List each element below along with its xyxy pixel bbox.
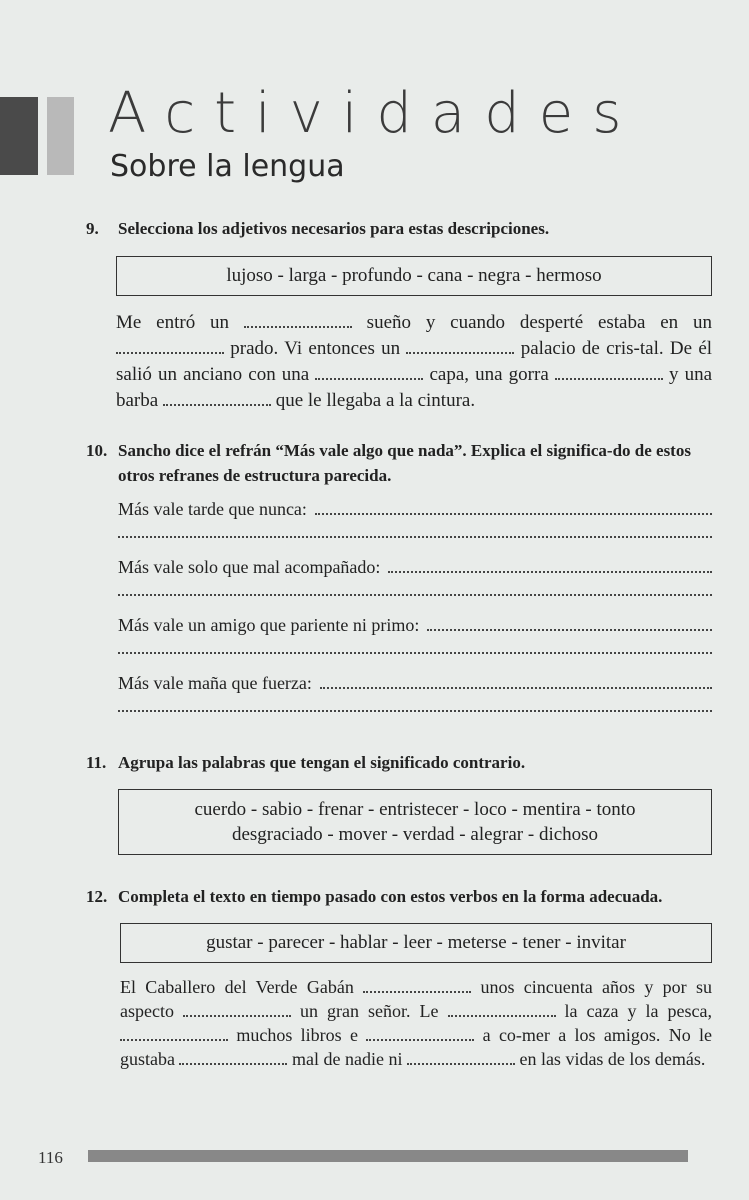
saying-row xyxy=(118,614,712,636)
answer-line[interactable] xyxy=(320,675,712,689)
page-number: 116 xyxy=(38,1148,63,1167)
word-bank: lujoso - larga - profundo - cana - negra - hermoso xyxy=(226,265,602,286)
saying-text: Más vale solo que mal acompañado: xyxy=(118,557,381,577)
fill-blank[interactable] xyxy=(407,1053,515,1065)
exercise-11 xyxy=(86,750,712,855)
text-fragment: El Caballero del Verde Gabán xyxy=(120,977,354,997)
section-subtitle: Sobre la lengua xyxy=(110,149,345,184)
sayings-list xyxy=(118,498,712,712)
text-fragment: prado. Vi entonces un xyxy=(230,338,401,359)
text-fragment: a co-mer a los amigos. No le gustaba xyxy=(120,1025,713,1069)
text-fragment: y una barba xyxy=(116,364,713,411)
fill-blank[interactable] xyxy=(244,316,352,328)
answer-line[interactable] xyxy=(427,617,712,631)
footer-bar xyxy=(88,1150,688,1162)
exercise-number: 11. xyxy=(86,753,107,772)
fill-blank[interactable] xyxy=(363,981,471,993)
fill-blank[interactable] xyxy=(120,1029,228,1041)
text-fragment: Me entró un xyxy=(116,312,230,333)
header-dark-bar xyxy=(0,97,38,175)
exercise-12-question xyxy=(86,884,712,909)
answer-line[interactable] xyxy=(118,694,712,712)
text-fragment: la caza y la pesca, xyxy=(564,1001,713,1021)
text-fragment: muchos libros e xyxy=(236,1025,358,1045)
answer-line[interactable] xyxy=(388,559,712,573)
answer-line[interactable] xyxy=(118,636,712,654)
exercise-number: 10. xyxy=(86,441,108,460)
exercise-9-text xyxy=(116,310,712,414)
text-fragment: unos cincuenta años y por su aspecto xyxy=(120,977,712,1021)
word-bank: gustar - parecer - hablar - leer - meterse - tener - invitar xyxy=(206,932,626,953)
section-title: Actividades xyxy=(108,81,641,146)
question-text: Completa el texto en tiempo pasado con estos verbos en la forma adecuada. xyxy=(118,887,663,906)
fill-blank[interactable] xyxy=(183,1005,291,1017)
word-bank-box xyxy=(116,256,712,296)
saying-text: Más vale maña que fuerza: xyxy=(118,673,312,693)
exercise-10-question xyxy=(86,438,712,488)
question-text: Agrupa las palabras que tengan el significado contrario. xyxy=(118,753,526,772)
fill-blank[interactable] xyxy=(366,1029,474,1041)
text-fragment: un gran señor. Le xyxy=(300,1001,439,1021)
word-bank-box xyxy=(120,923,712,963)
text-fragment: sueño y cuando desperté estaba en un xyxy=(366,312,713,333)
saying-row xyxy=(118,556,712,578)
text-fragment: que le llegaba a la cintura. xyxy=(275,390,476,411)
text-fragment: capa, una gorra xyxy=(429,364,549,385)
header-light-bar xyxy=(47,97,74,175)
answer-line[interactable] xyxy=(118,520,712,538)
exercise-12 xyxy=(86,884,712,1071)
saying-row xyxy=(118,498,712,520)
word-bank-line: cuerdo - sabio - frenar - entristecer - loco - mentira - tonto xyxy=(194,799,636,820)
question-text: Selecciona los adjetivos necesarios para estas descripciones. xyxy=(118,219,550,238)
exercise-number: 9. xyxy=(86,219,99,238)
word-bank-line: desgraciado - mover - verdad - alegrar - dichoso xyxy=(231,824,599,845)
exercise-10 xyxy=(86,438,712,730)
exercise-11-question xyxy=(86,750,712,775)
fill-blank[interactable] xyxy=(448,1005,556,1017)
saying-text: Más vale un amigo que pariente ni primo: xyxy=(118,615,420,635)
fill-blank[interactable] xyxy=(179,1053,287,1065)
text-fragment: en las vidas de los demás. xyxy=(519,1049,706,1069)
fill-blank[interactable] xyxy=(116,342,224,354)
answer-line[interactable] xyxy=(118,578,712,596)
exercise-9-question xyxy=(86,216,712,241)
fill-blank[interactable] xyxy=(163,394,271,406)
question-text: Sancho dice el refrán “Más vale algo que nada”. Explica el significa-do de estos otros refranes de estructura parecida. xyxy=(118,441,691,485)
text-fragment: palacio de cris-tal. De él salió un anciano con una xyxy=(116,338,713,385)
saying-text: Más vale tarde que nunca: xyxy=(118,499,307,519)
exercise-9 xyxy=(86,216,712,414)
answer-line[interactable] xyxy=(315,501,712,515)
fill-blank[interactable] xyxy=(406,342,514,354)
word-bank-box xyxy=(118,789,712,855)
exercise-number: 12. xyxy=(86,887,108,906)
exercise-12-text xyxy=(120,975,712,1071)
fill-blank[interactable] xyxy=(555,368,663,380)
text-fragment: mal de nadie ni xyxy=(291,1049,403,1069)
fill-blank[interactable] xyxy=(315,368,423,380)
saying-row xyxy=(118,672,712,694)
